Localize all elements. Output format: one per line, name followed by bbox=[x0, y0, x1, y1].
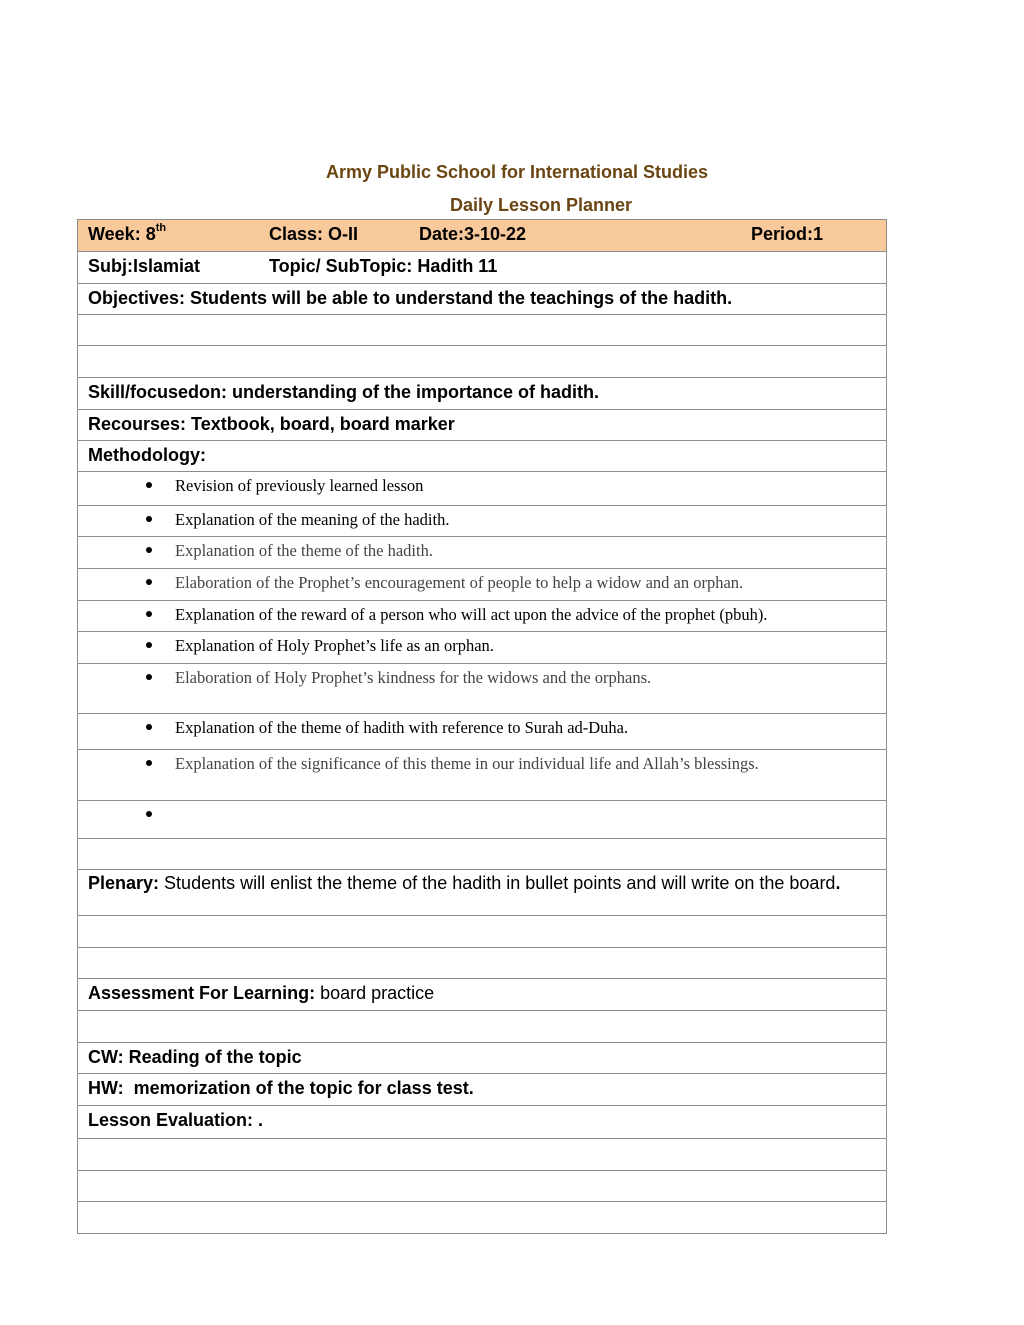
methodology-item-text: Explanation of the reward of a person who will act upon the advice of the prophet (pbuh). bbox=[175, 605, 768, 624]
bullet-icon bbox=[146, 611, 152, 617]
lesson-planner-table bbox=[77, 219, 887, 1234]
methodology-item bbox=[78, 472, 886, 506]
methodology-item bbox=[78, 632, 886, 664]
bullet-icon bbox=[146, 724, 152, 730]
blank-row bbox=[78, 1202, 886, 1234]
blank-row bbox=[78, 916, 886, 948]
methodology-item-text: Explanation of the theme of the hadith. bbox=[175, 541, 433, 560]
bullet-icon bbox=[146, 642, 152, 648]
bullet-icon bbox=[146, 482, 152, 488]
evaluation-text: Lesson Evaluation: . bbox=[88, 1110, 264, 1130]
bullet-icon bbox=[146, 547, 152, 553]
date-cell: Date:3-10-22 bbox=[419, 224, 527, 244]
methodology-row bbox=[78, 441, 886, 472]
subject-row bbox=[78, 252, 886, 284]
blank-row bbox=[78, 315, 886, 346]
info-header-row bbox=[78, 220, 886, 252]
methodology-item bbox=[78, 750, 886, 801]
subject-cell: Subj:Islamiat bbox=[88, 256, 201, 276]
cw-text: CW: Reading of the topic bbox=[88, 1047, 302, 1067]
methodology-item-text: Explanation of Holy Prophet’s life as an orphan. bbox=[175, 636, 494, 655]
bullet-icon bbox=[146, 760, 152, 766]
period-cell: Period:1 bbox=[751, 224, 824, 244]
methodology-item-text: Explanation of the theme of hadith with reference to Surah ad-Duha. bbox=[175, 718, 629, 737]
bullet-icon bbox=[146, 579, 152, 585]
methodology-item-text: Elaboration of Holy Prophet’s kindness for the widows and the orphans. bbox=[175, 668, 652, 687]
objectives-row bbox=[78, 284, 886, 315]
planner-title: Daily Lesson Planner bbox=[449, 195, 633, 215]
plenary-text: Plenary: Students will enlist the theme of the hadith in bullet points and will write on the board. bbox=[88, 873, 841, 893]
methodology-item bbox=[78, 506, 886, 537]
methodology-item-text: Explanation of the meaning of the hadith. bbox=[175, 510, 450, 529]
methodology-item bbox=[78, 569, 886, 601]
hw-row bbox=[78, 1074, 886, 1106]
methodology-item bbox=[78, 714, 886, 750]
hw-text: HW: memorization of the topic for class test. bbox=[88, 1078, 474, 1098]
class-cell: Class: O-II bbox=[269, 224, 359, 244]
blank-row bbox=[78, 839, 886, 870]
cw-row bbox=[78, 1043, 886, 1074]
bullet-icon bbox=[146, 811, 152, 817]
methodology-item bbox=[78, 801, 886, 839]
methodology-item bbox=[78, 664, 886, 714]
school-name: Army Public School for International Studies bbox=[325, 162, 709, 182]
topic-cell: Topic/ SubTopic: Hadith 11 bbox=[269, 256, 498, 276]
objectives-text: Objectives: Students will be able to understand the teachings of the hadith. bbox=[88, 288, 733, 308]
bullet-icon bbox=[146, 516, 152, 522]
blank-row bbox=[78, 1171, 886, 1202]
methodology-item-text: Revision of previously learned lesson bbox=[175, 476, 424, 495]
skill-row bbox=[78, 378, 886, 410]
skill-text: Skill/focusedon: understanding of the importance of hadith. bbox=[88, 382, 600, 402]
blank-row bbox=[78, 948, 886, 979]
resources-text: Recourses: Textbook, board, board marker bbox=[88, 414, 455, 434]
blank-row bbox=[78, 346, 886, 378]
week-cell: Week: 8th bbox=[88, 222, 167, 244]
plenary-row bbox=[78, 870, 886, 916]
methodology-item bbox=[78, 537, 886, 569]
resources-row bbox=[78, 410, 886, 441]
assessment-row bbox=[78, 979, 886, 1011]
blank-row bbox=[78, 1011, 886, 1043]
evaluation-row bbox=[78, 1106, 886, 1139]
methodology-item-text: Explanation of the significance of this theme in our individual life and Allah’s blessings. bbox=[175, 754, 759, 773]
methodology-item bbox=[78, 601, 886, 632]
methodology-label: Methodology: bbox=[88, 445, 206, 465]
assessment-text: Assessment For Learning: board practice bbox=[88, 983, 435, 1003]
blank-row bbox=[78, 1139, 886, 1171]
methodology-item-text: Elaboration of the Prophet’s encouragement of people to help a widow and an orphan. bbox=[175, 573, 744, 592]
bullet-icon bbox=[146, 674, 152, 680]
